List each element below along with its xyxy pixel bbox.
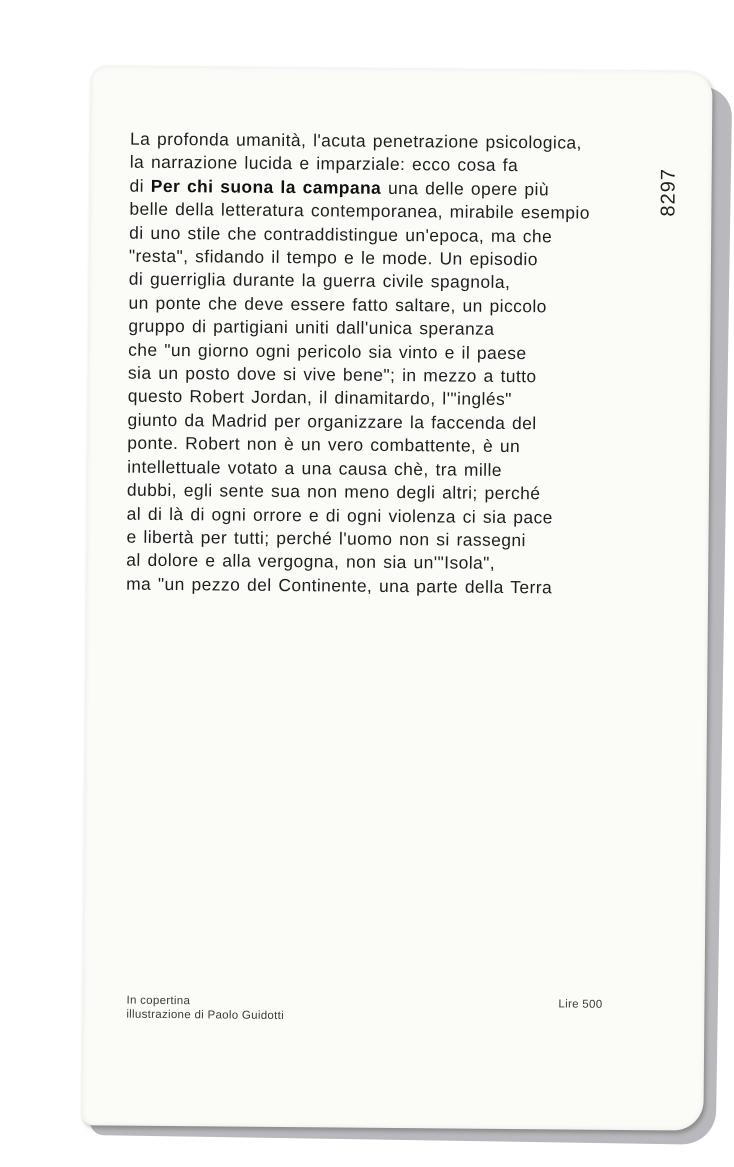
cover-credit bbox=[126, 994, 284, 1023]
blurb-line: ponte. Robert non è un vero combattente, è un bbox=[127, 432, 521, 457]
book-back-cover bbox=[81, 65, 712, 1130]
blurb-line: di guerriglia durante la guerra civile spagnola, bbox=[128, 269, 511, 293]
blurb-line: e libertà per tutti; perché l'uomo non si rassegni bbox=[126, 526, 526, 551]
catalog-number: 8297 bbox=[657, 168, 680, 217]
blurb-line-suffix: una delle opere più bbox=[387, 177, 550, 200]
cover-credit-line2: illustrazione di Paolo Guidotti bbox=[126, 1008, 285, 1023]
blurb-line: sia un posto dove si vive bene"; in mezzo a tutto bbox=[127, 362, 537, 387]
blurb-line: al di là di ogni orrore e di ogni violenza ci sia pace bbox=[126, 503, 553, 527]
blurb-line: che "un giorno ogni pericolo sia vinto e il paese bbox=[128, 339, 527, 363]
blurb-line: belle della letteratura contemporanea, mirabile esempio bbox=[129, 198, 590, 223]
blurb-line: intellettuale votato a una causa chè, tra mille bbox=[127, 456, 503, 480]
blurb-line-prefix: di bbox=[129, 175, 145, 196]
blurb-line: un ponte che deve essere fatto saltare, un piccolo bbox=[128, 292, 547, 317]
blurb-text bbox=[126, 128, 690, 601]
blurb-line: La profonda umanità, l'acuta penetrazione psicologica, bbox=[129, 128, 582, 153]
blurb-line: la narrazione lucida e imparziale: ecco cosa fa bbox=[129, 152, 519, 176]
blurb-line: di uno stile che contraddistingue un'epoca, ma che bbox=[129, 222, 553, 246]
blurb-line: giunto da Madrid per organizzare la faccenda del bbox=[127, 409, 537, 434]
blurb-line: ma "un pezzo del Continente, una parte della Terra bbox=[126, 573, 553, 598]
book-title: Per chi suona la campana bbox=[150, 175, 382, 198]
blurb-line: "resta", sfidando il tempo e le mode. Un episodio bbox=[128, 245, 538, 270]
blurb-line: dubbi, egli sente sua non meno degli altri; perché bbox=[126, 479, 541, 504]
blurb-line: al dolore e alla vergogna, non sia un'"Isola", bbox=[126, 549, 496, 574]
blurb-line: questo Robert Jordan, il dinamitardo, l'"inglés" bbox=[127, 386, 512, 410]
cover-credit-line1: In copertina bbox=[126, 994, 191, 1008]
blurb-line: gruppo di partigiani uniti dall'unica speranza bbox=[128, 315, 495, 340]
price-label: Lire 500 bbox=[558, 998, 603, 1011]
